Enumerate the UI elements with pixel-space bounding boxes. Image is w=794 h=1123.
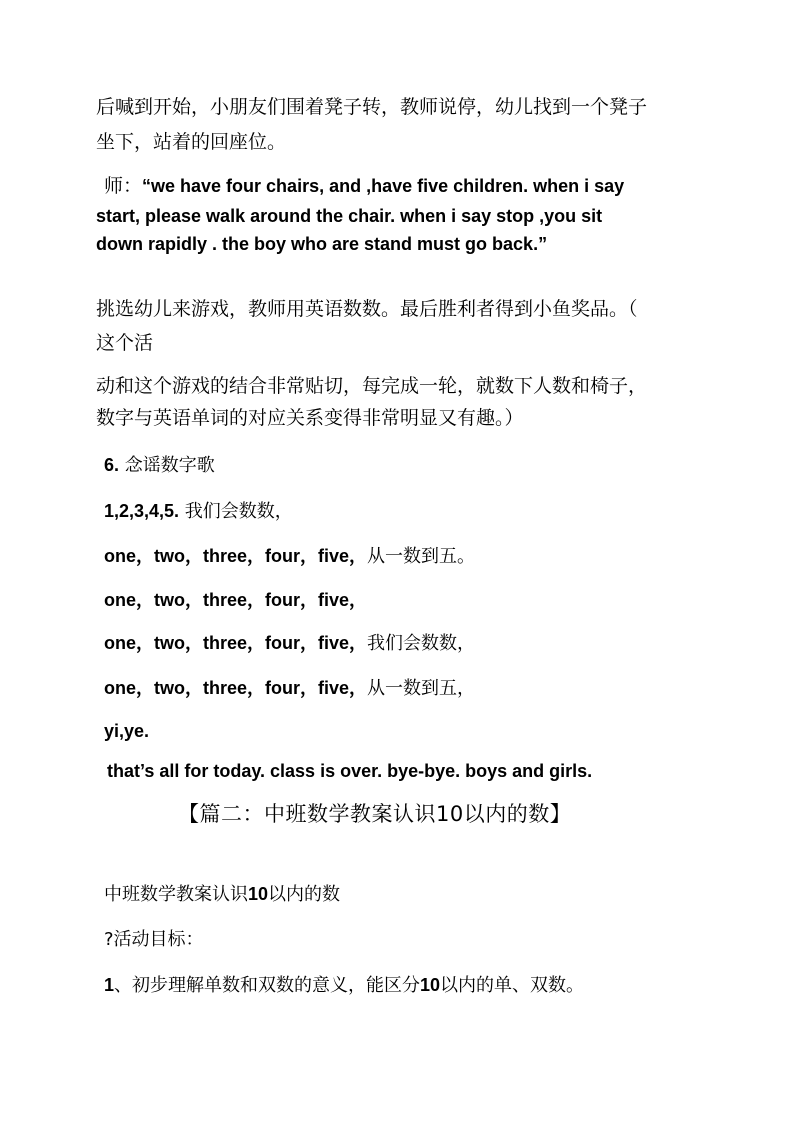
paragraph-line: 挑选幼儿来游戏，教师用英语数数。最后胜利者得到小鱼奖品。（ <box>96 298 638 320</box>
goal-text: 以内的单、双数。 <box>440 975 585 996</box>
rhyme-chinese: 我们会数数， <box>179 501 293 522</box>
rhyme-line <box>104 591 367 610</box>
english-line: down rapidly . the boy who are stand must go back.” <box>96 234 548 254</box>
english-text: “we have four chairs, and ,have five children. when i say <box>142 176 625 196</box>
section-number: 6. <box>104 455 120 475</box>
goal-item <box>104 976 584 995</box>
rhyme-english: one，two，three，four，five， <box>104 678 368 698</box>
rhyme-line: yi,ye. <box>104 721 150 741</box>
goal-number: 10 <box>420 975 441 995</box>
rhyme-line <box>104 679 475 698</box>
rhyme-english: one，two，three，four，five， <box>104 633 368 653</box>
goal-heading: ?活动目标： <box>104 929 204 950</box>
closing-line: that’s all for today. class is over. bye-bye. boys and girls. <box>107 761 593 781</box>
english-line: start, please walk around the chair. when i say stop ,you sit <box>96 206 603 226</box>
goal-text: 、初步理解单数和双数的意义，能区分 <box>114 975 421 996</box>
paragraph-line: 后喊到开始，小朋友们围着凳子转，教师说停，幼儿找到一个凳子 <box>96 96 648 118</box>
title-number: 10 <box>248 884 269 904</box>
section-heading-part-two: 【篇二：中班数学教案认识10以内的数】 <box>178 802 572 826</box>
goal-number: 1 <box>104 975 115 995</box>
paragraph-line: 这个活 <box>96 332 154 354</box>
teacher-line <box>104 177 624 196</box>
lesson-title <box>104 885 340 904</box>
section-title: 念谣数字歌 <box>119 455 215 476</box>
rhyme-line <box>104 634 475 653</box>
rhyme-chinese: 从一数到五。 <box>367 546 476 567</box>
paragraph-line: 动和这个游戏的结合非常贴切，每完成一轮，就数下人数和椅子， <box>96 375 648 397</box>
title-text: 以内的数 <box>268 884 341 905</box>
title-text: 中班数学教案认识 <box>104 884 248 905</box>
rhyme-english: one，two，three，four，five， <box>104 546 368 566</box>
rhyme-numbers: 1,2,3,4,5. <box>104 501 180 521</box>
rhyme-line <box>104 502 293 521</box>
speaker-label: 师： <box>104 175 143 197</box>
rhyme-english: one，two，three，four，five， <box>104 590 368 610</box>
rhyme-chinese: 我们会数数， <box>367 633 476 654</box>
paragraph-line: 数字与英语单词的对应关系变得非常明显又有趣。） <box>96 407 524 429</box>
section-heading <box>104 456 215 475</box>
rhyme-line <box>104 547 475 566</box>
rhyme-chinese: 从一数到五， <box>367 678 476 699</box>
paragraph-line: 坐下，站着的回座位。 <box>96 131 287 153</box>
